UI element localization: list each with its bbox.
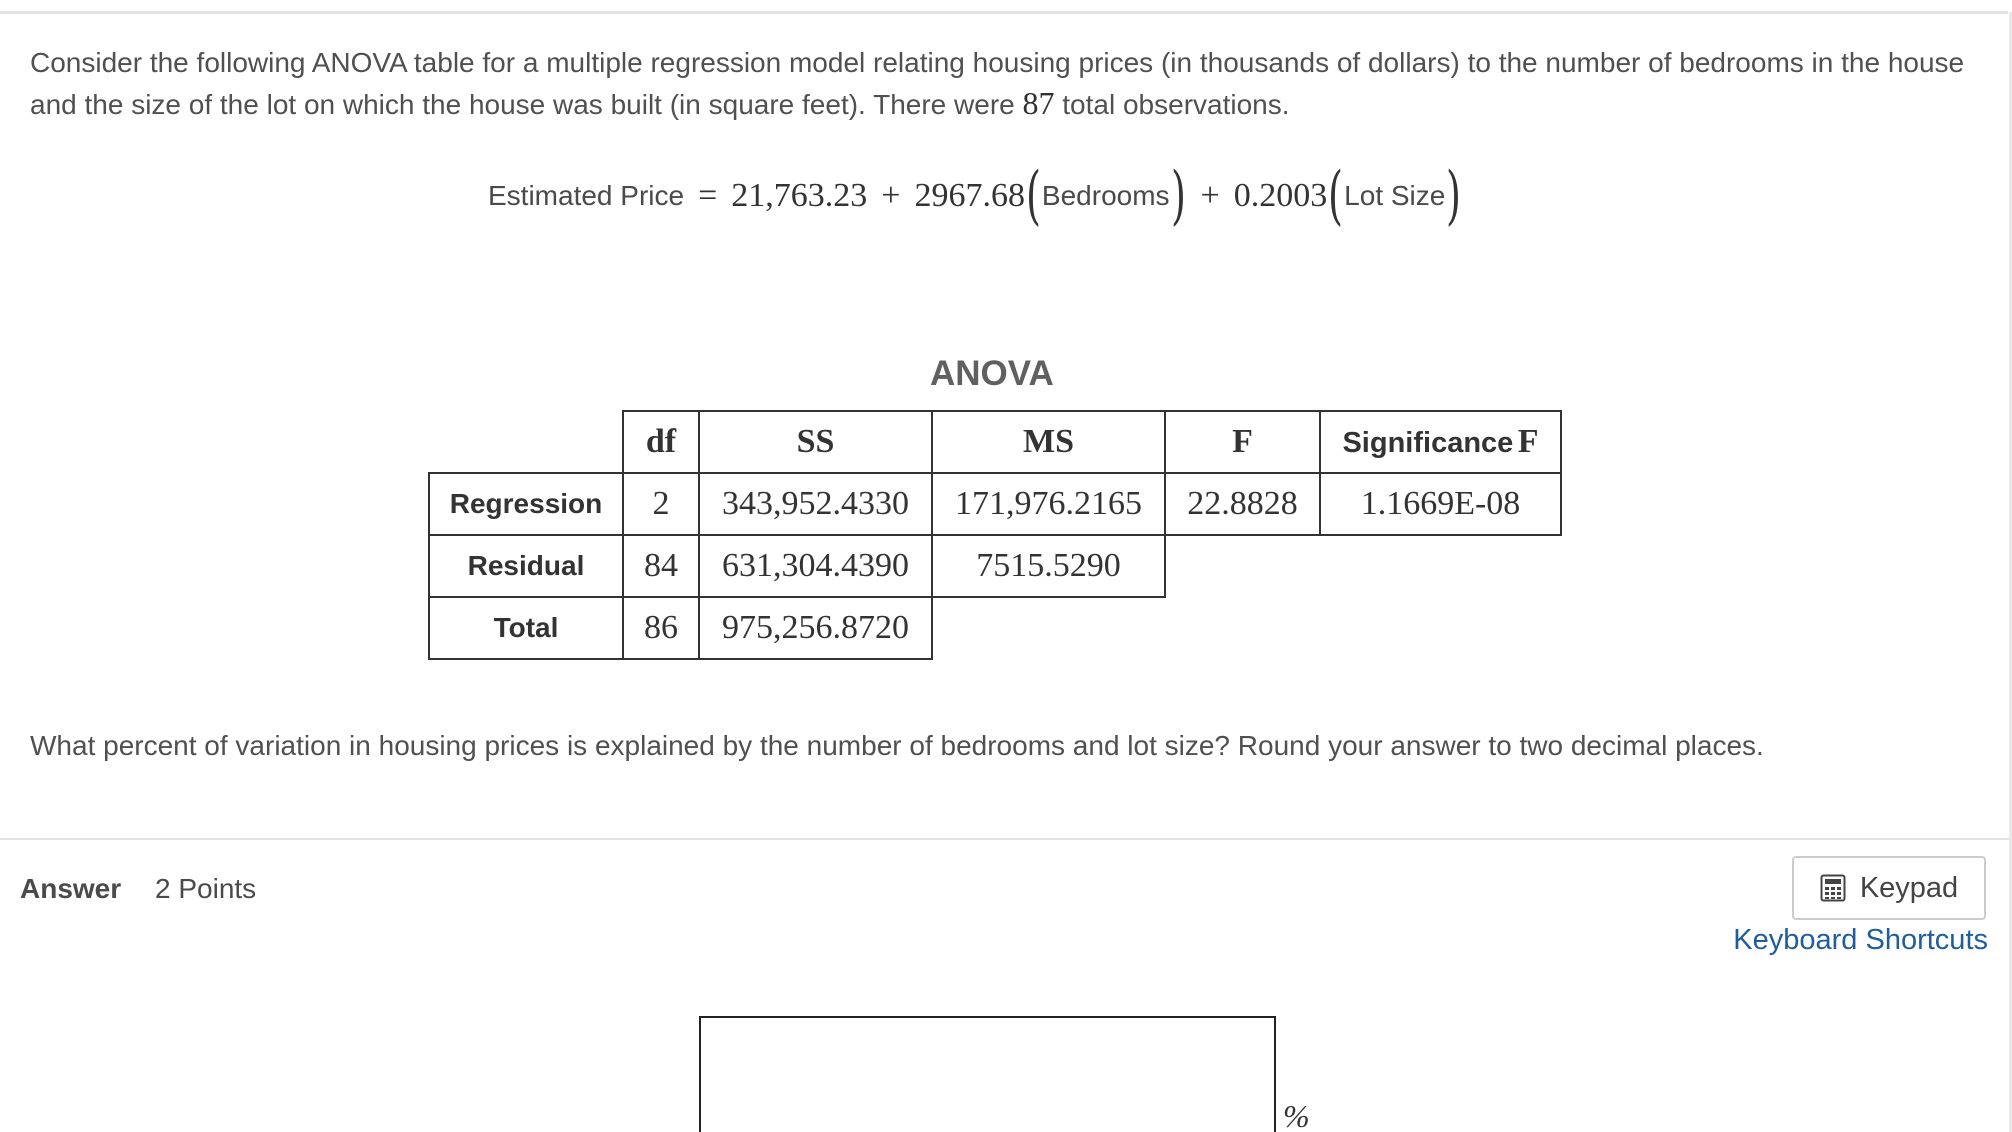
keypad-button[interactable] [1792, 856, 1986, 920]
header-df: df [623, 411, 699, 473]
header-f: F [1165, 411, 1320, 473]
percent-unit: % [1283, 1098, 1310, 1132]
equation-coef-bedrooms: 2967.68 [914, 177, 1025, 214]
header-significance-word: Significance [1342, 427, 1514, 459]
points-label: 2 Points [155, 873, 257, 904]
observation-count: 87 [1022, 85, 1055, 121]
regression-df: 2 [623, 473, 699, 535]
header-significance-letter: F [1517, 423, 1539, 460]
residual-ms: 7515.5290 [932, 535, 1165, 597]
close-paren-lotsize: ) [1446, 159, 1462, 233]
equation-plus-2: + [1200, 177, 1220, 214]
row-label-residual: Residual [429, 535, 623, 597]
equation-plus-1: + [881, 177, 901, 214]
regression-significance-f: 1.1669E-08 [1320, 473, 1561, 535]
total-df: 86 [623, 597, 699, 659]
total-empty-sig [1320, 597, 1561, 659]
header-ss: SS [699, 411, 932, 473]
anova-row-residual [429, 535, 1561, 597]
equation-equals: = [698, 177, 718, 214]
equation-var-bedrooms: Bedrooms [1041, 180, 1170, 211]
residual-df: 84 [623, 535, 699, 597]
question-text [30, 42, 1970, 125]
answer-input[interactable] [699, 1016, 1276, 1132]
header-ms: MS [932, 411, 1165, 473]
equation-lhs: Estimated Price [488, 180, 685, 211]
question-text-end: total observations. [1054, 89, 1290, 120]
keypad-label: Keypad [1859, 871, 1959, 904]
section-divider [0, 838, 2009, 840]
residual-ss: 631,304.4390 [699, 535, 932, 597]
equation-var-lotsize: Lot Size [1344, 180, 1446, 211]
anova-header-row [429, 411, 1561, 473]
total-empty-ms [932, 597, 1165, 659]
open-paren-lotsize: ( [1328, 159, 1344, 233]
equation-intercept: 21,763.23 [731, 177, 868, 214]
open-paren-bedrooms: ( [1025, 159, 1041, 233]
regression-f: 22.8828 [1165, 473, 1320, 535]
header-significance-f [1320, 411, 1561, 473]
anova-row-regression [429, 473, 1561, 535]
close-paren-bedrooms: ) [1170, 159, 1186, 233]
row-label-regression: Regression [429, 473, 623, 535]
anova-row-total [429, 597, 1561, 659]
regression-ss: 343,952.4330 [699, 473, 932, 535]
question-prompt: What percent of variation in housing prices is explained by the number of bedrooms and lot size? Round your answer to two decimal places. [30, 730, 1764, 761]
total-empty-f [1165, 597, 1320, 659]
answer-label: Answer [20, 873, 122, 904]
regression-equation [488, 160, 1462, 232]
equation-coef-lotsize: 0.2003 [1233, 177, 1328, 214]
corner-cell [429, 411, 623, 473]
anova-table [428, 410, 1562, 660]
regression-ms: 171,976.2165 [932, 473, 1165, 535]
total-ss: 975,256.8720 [699, 597, 932, 659]
question-text-start: Consider the following ANOVA table for a multiple regression model relating housing prices (in thousands of dollars) to the number of bedrooms in the house and the size of the lot on which the house was built (in square feet). There were [30, 47, 1965, 120]
residual-empty-f [1165, 535, 1320, 597]
keyboard-shortcuts-link[interactable]: Keyboard Shortcuts [1733, 924, 1988, 956]
residual-empty-sig [1320, 535, 1561, 597]
top-border [0, 0, 2008, 14]
anova-title: ANOVA [930, 354, 1054, 393]
calculator-icon [1820, 874, 1846, 902]
row-label-total: Total [429, 597, 623, 659]
